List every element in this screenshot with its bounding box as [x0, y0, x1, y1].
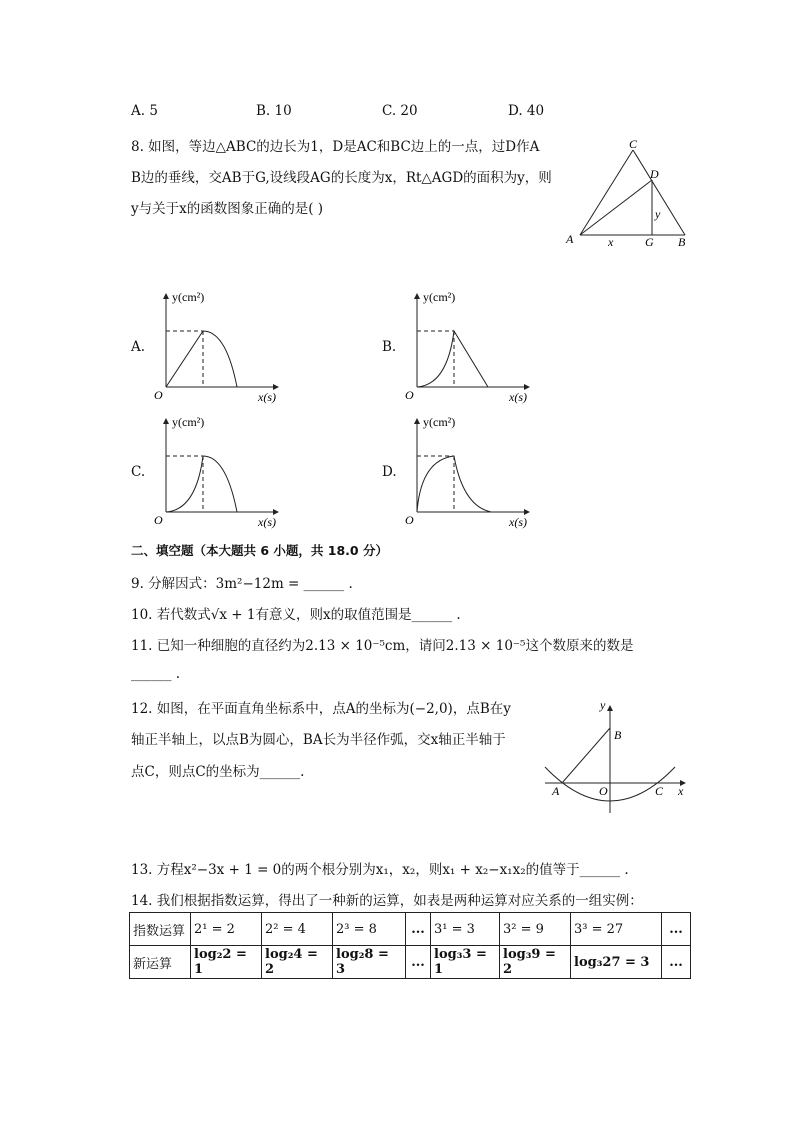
q8-text-line2: B边的垂线，交AB于G,设线段AG的长度为x，Rt△AGD的面积为y，则: [131, 170, 552, 186]
table-cell: log₂8 = 3: [333, 946, 406, 979]
graph-d-ylabel: y(cm²): [423, 415, 456, 429]
q10-text: 10. 若代数式√x + 1有意义，则x的取值范围是______ .: [131, 607, 461, 623]
q7-option-b: B. 10: [256, 103, 292, 119]
table-cell: 3² = 9: [500, 913, 571, 946]
q12-coordinate-figure: [540, 695, 700, 820]
table-cell: log₂4 = 2: [262, 946, 333, 979]
q12-text-line2: 轴正半轴上，以点B为圆心，BA长为半径作弧，交x轴正半轴于: [131, 732, 506, 748]
q8-text-line1: 8. 如图，等边△ABC的边长为1，D是AC和BC边上的一点，过D作A: [131, 139, 540, 155]
table-cell: 3¹ = 3: [431, 913, 500, 946]
q8-label-g: G: [645, 235, 654, 249]
table-cell: ...: [662, 913, 691, 946]
graph-c-ylabel: y(cm²): [172, 415, 205, 429]
table-cell: log₃27 = 3: [571, 946, 662, 979]
q12-label-c: C: [655, 784, 664, 798]
q8-label-b: B: [678, 235, 686, 249]
graph-a-origin: O: [154, 388, 163, 402]
q14-text: 14. 我们根据指数运算，得出了一种新的运算，如表是两种运算对应关系的一组实例：: [131, 893, 643, 909]
table-cell: ...: [662, 946, 691, 979]
q12-label-y: y: [600, 698, 606, 712]
q12-label-x: x: [678, 784, 684, 798]
q8-label-c: C: [629, 137, 638, 151]
graph-c[interactable]: [148, 410, 293, 535]
q12-label-a: A: [552, 784, 560, 798]
q11-text-line1: 11. 已知一种细胞的直径约为2.13 × 10⁻⁵cm，请问2.13 × 10⁻⁵这个数原来的数是: [131, 638, 634, 654]
q8-label-a: A: [566, 232, 574, 246]
graph-a[interactable]: [148, 285, 293, 410]
table-row: [130, 946, 691, 979]
graph-b-xlabel: x(s): [509, 390, 527, 404]
graph-a-xlabel: x(s): [258, 390, 276, 404]
table-cell: 2³ = 8: [333, 913, 406, 946]
graph-c-letter[interactable]: C.: [131, 464, 146, 480]
operations-table: [129, 912, 691, 979]
table-cell: log₂2 = 1: [191, 946, 262, 979]
graph-c-xlabel: x(s): [258, 515, 276, 529]
q7-option-a: A. 5: [131, 103, 158, 119]
q13-text: 13. 方程x²−3x + 1 = 0的两个根分别为x₁，x₂，则x₁ + x₂−x₁x₂的值等于______ .: [131, 862, 629, 878]
q12-text-line3: 点C，则点C的坐标为______.: [131, 764, 305, 780]
graph-d-letter[interactable]: D.: [382, 464, 397, 480]
q7-option-c: C. 20: [382, 103, 418, 119]
graph-d-xlabel: x(s): [509, 515, 527, 529]
q8-label-d: D: [650, 167, 659, 181]
q8-triangle-figure: [560, 130, 700, 255]
table-cell: 3³ = 27: [571, 913, 662, 946]
table-cell: log₃9 = 2: [500, 946, 571, 979]
section-fill-blank-heading: 二、填空题（本大题共 6 小题，共 18.0 分）: [131, 543, 388, 558]
q12-text-line1: 12. 如图，在平面直角坐标系中，点A的坐标为(−2,0)，点B在y: [131, 701, 511, 717]
graph-a-ylabel: y(cm²): [172, 290, 205, 304]
q8-label-x: x: [608, 235, 614, 249]
table-cell: 2¹ = 2: [191, 913, 262, 946]
graph-c-origin: O: [154, 513, 163, 527]
graph-d-origin: O: [405, 513, 414, 527]
q11-text-line2: ______ .: [131, 666, 181, 682]
q9-text: 9. 分解因式：3m²−12m = ______ .: [131, 576, 353, 592]
graph-b[interactable]: [399, 285, 544, 410]
table-cell: log₃3 = 1: [431, 946, 500, 979]
graph-d[interactable]: [399, 410, 544, 535]
table-cell: ...: [406, 946, 431, 979]
table-cell: 指数运算: [130, 913, 191, 946]
q8-text-line3: y与关于x的函数图象正确的是( ): [131, 201, 324, 217]
graph-b-origin: O: [405, 388, 414, 402]
q7-option-d: D. 40: [508, 103, 545, 119]
q8-label-y: y: [655, 207, 661, 221]
q12-label-o: O: [599, 784, 608, 798]
graph-b-ylabel: y(cm²): [423, 290, 456, 304]
table-cell: 2² = 4: [262, 913, 333, 946]
graph-b-letter[interactable]: B.: [382, 339, 397, 355]
q12-label-b: B: [614, 728, 622, 742]
table-cell: 新运算: [130, 946, 191, 979]
table-cell: ...: [406, 913, 431, 946]
table-row: [130, 913, 691, 946]
graph-a-letter[interactable]: A.: [131, 339, 146, 355]
